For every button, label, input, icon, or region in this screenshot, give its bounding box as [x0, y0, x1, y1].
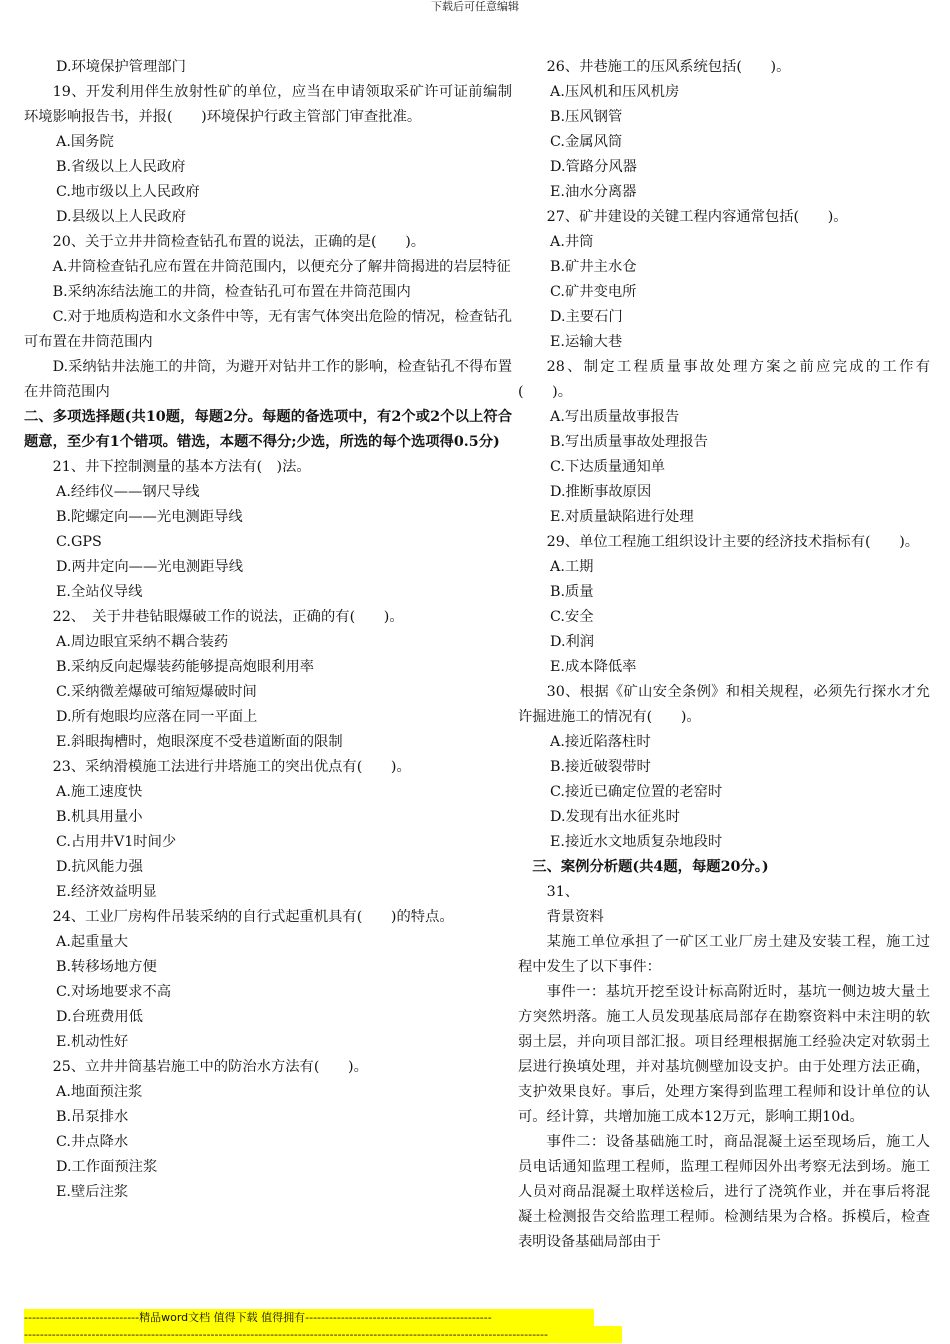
left-column-paragraph: 25、立井井筒基岩施工中的防治水方法有( )。: [52, 1059, 368, 1075]
right-column-paragraph: 26、井巷施工的压风系统包括( )。: [546, 59, 791, 75]
left-column-paragraph: A.地面预注浆: [56, 1084, 143, 1100]
left-column-paragraph: D.采纳钻井法施工的井筒，为避开对钻井工作的影响，检查钻孔不得布置在井筒范围内: [24, 359, 512, 400]
left-column-paragraph: D.环境保护管理部门: [56, 59, 186, 75]
left-column-paragraph: B.采纳反向起爆装药能够提高炮眼利用率: [56, 659, 315, 675]
left-column-paragraph: D.所有炮眼均应落在同一平面上: [56, 709, 258, 725]
right-column-paragraph: D.利润: [550, 634, 595, 650]
left-column-paragraph: C.对场地要求不高: [56, 984, 172, 1000]
left-column-paragraph: C.地市级以上人民政府: [56, 184, 200, 200]
right-column-paragraph: A.写出质量故事报告: [550, 409, 680, 425]
left-column-paragraph: 19、开发利用伴生放射性矿的单位，应当在申请领取采矿许可证前编制环境影响报告书，并报( )环境保护行政主管部门审查批准。: [24, 84, 512, 125]
left-column-paragraph: 二、多项选择题(共10题，每题2分。每题的备选项中，有2个或2个以上符合题意，至少有1个错项。错选，本题不得分;少选，所选的每个选项得0.5分): [24, 409, 512, 450]
right-column-paragraph: B.接近破裂带时: [550, 759, 651, 775]
right-column-paragraph: E.对质量缺陷进行处理: [550, 509, 694, 525]
right-column-paragraph: D.推断事故原因: [550, 484, 652, 500]
left-column-paragraph: E.壁后注浆: [56, 1184, 129, 1200]
footer-banner: -----------------------------精品word文档 值得下载 值得拥有-----------------------------------------------: [24, 1309, 594, 1326]
left-column-paragraph: D.抗风能力强: [56, 859, 143, 875]
left-column-paragraph: B.采纳冻结法施工的井筒，检查钻孔可布置在井筒范围内: [52, 284, 411, 300]
right-column-paragraph: E.运输大巷: [550, 334, 623, 350]
left-column-paragraph: A.井筒检查钻孔应布置在井筒范围内，以便充分了解井筒揭进的岩层特征: [52, 259, 511, 275]
left-column-paragraph: B.省级以上人民政府: [56, 159, 186, 175]
left-column-paragraph: 23、采纳滑模施工法进行井塔施工的突出优点有( )。: [52, 759, 411, 775]
left-column-paragraph: E.斜眼掏槽时，炮眼深度不受巷道断面的限制: [56, 734, 343, 750]
left-column-paragraph: A.经纬仪——钢尺导线: [56, 484, 200, 500]
right-column-paragraph: E.油水分离器: [550, 184, 637, 200]
left-column-paragraph: B.陀螺定向——光电测距导线: [56, 509, 243, 525]
right-column-paragraph: A.工期: [550, 559, 594, 575]
right-column-paragraph: D.管路分风器: [550, 159, 637, 175]
left-column-paragraph: D.两井定向——光电测距导线: [56, 559, 244, 575]
right-column-paragraph: B.质量: [550, 584, 594, 600]
right-column-paragraph: D.主要石门: [550, 309, 623, 325]
left-column-paragraph: C.GPS: [56, 534, 102, 550]
left-column-paragraph: E.全站仪导线: [56, 584, 143, 600]
right-column-paragraph: 事件一：基坑开挖至设计标高附近时，基坑一侧边坡大量土方突然坍落。施工人员发现基底局部存在勘察资料中未注明的软弱土层，并向项目部汇报。项目经理根据施工经验决定对软弱土层进行换填处理，并对基坑侧壁加设支护。由于处理方法正确，支护效果良好。事后，处理方案得到监理工程师和设计单位的认可。经计算，共增加施工成本12万元，影响工期10d。: [518, 984, 930, 1125]
footer-dashes: ------------------------------------------------------------------------------------------------------------------------------------: [24, 1326, 622, 1343]
right-column-paragraph: A.压风机和压风机房: [550, 84, 680, 100]
left-column-paragraph: D.县级以上人民政府: [56, 209, 186, 225]
left-column-paragraph: C.占用井V1时间少: [56, 834, 177, 850]
right-column-paragraph: 29、单位工程施工组织设计主要的经济技术指标有( )。: [546, 534, 920, 550]
right-column-paragraph: C.矿井变电所: [550, 284, 637, 300]
right-column-paragraph: E.接近水文地质复杂地段时: [550, 834, 723, 850]
right-column-paragraph: C.下达质量通知单: [550, 459, 666, 475]
left-column-paragraph: A.周边眼宜采纳不耦合装药: [56, 634, 229, 650]
right-column-paragraph: C.接近已确定位置的老窑时: [550, 784, 723, 800]
right-column-paragraph: 背景资料: [546, 909, 604, 925]
right-column-paragraph: 31、: [546, 884, 580, 900]
right-column-paragraph: 27、矿井建设的关键工程内容通常包括( )。: [546, 209, 848, 225]
left-column: [24, 55, 512, 1205]
left-column-paragraph: 24、工业厂房构件吊装采纳的自行式起重机具有( )的特点。: [52, 909, 454, 925]
left-column-paragraph: 21、井下控制测量的基本方法有( )法。: [52, 459, 311, 475]
left-column-paragraph: D.台班费用低: [56, 1009, 143, 1025]
left-column-paragraph: A.施工速度快: [56, 784, 143, 800]
right-column-paragraph: 三、案例分析题(共4题，每题20分。): [518, 859, 769, 875]
right-column-paragraph: 某施工单位承担了一矿区工业厂房土建及安装工程，施工过程中发生了以下事件：: [518, 934, 930, 975]
left-column-paragraph: C.井点降水: [56, 1134, 129, 1150]
right-column-paragraph: C.安全: [550, 609, 594, 625]
left-column-paragraph: B.转移场地方便: [56, 959, 157, 975]
right-column-paragraph: B.写出质量事故处理报告: [550, 434, 709, 450]
right-column-paragraph: B.矿井主水仓: [550, 259, 637, 275]
right-column-paragraph: E.成本降低率: [550, 659, 637, 675]
left-column-paragraph: A.国务院: [56, 134, 114, 150]
left-column-paragraph: 22、 关于井巷钻眼爆破工作的说法，正确的有( )。: [52, 609, 404, 625]
left-column-paragraph: E.经济效益明显: [56, 884, 157, 900]
right-column-paragraph: 28、制定工程质量事故处理方案之前应完成的工作有( )。: [518, 359, 930, 400]
left-column-paragraph: 20、关于立井井筒检查钻孔布置的说法，正确的是( )。: [52, 234, 426, 250]
right-column: [518, 55, 930, 1255]
right-column-paragraph: D.发现有出水征兆时: [550, 809, 680, 825]
right-column-paragraph: A.接近陷落柱时: [550, 734, 651, 750]
left-column-paragraph: C.对于地质构造和水文条件中等，无有害气体突出危险的情况，检查钻孔可布置在井筒范围内: [24, 309, 512, 350]
right-column-paragraph: B.压风钢管: [550, 109, 623, 125]
left-column-paragraph: A.起重量大: [56, 934, 129, 950]
page-header: 下载后可任意编辑: [431, 0, 519, 13]
left-column-paragraph: C.采纳微差爆破可缩短爆破时间: [56, 684, 257, 700]
right-column-paragraph: C.金属风筒: [550, 134, 623, 150]
right-column-paragraph: 事件二：设备基础施工时，商品混凝土运至现场后，施工人员电话通知监理工程师，监理工程师因外出考察无法到场。施工人员对商品混凝土取样送检后，进行了浇筑作业，并在事后将混凝土检测报告交给监理工程师。检测结果为合格。拆模后，检查表明设备基础局部由于: [518, 1134, 930, 1250]
left-column-paragraph: E.机动性好: [56, 1034, 129, 1050]
right-column-paragraph: 30、根据《矿山安全条例》和相关规程，必须先行探水才允许掘进施工的情况有( )。: [518, 684, 930, 725]
left-column-paragraph: D.工作面预注浆: [56, 1159, 158, 1175]
right-column-paragraph: A.井筒: [550, 234, 594, 250]
left-column-paragraph: B.吊泵排水: [56, 1109, 129, 1125]
left-column-paragraph: B.机具用量小: [56, 809, 143, 825]
